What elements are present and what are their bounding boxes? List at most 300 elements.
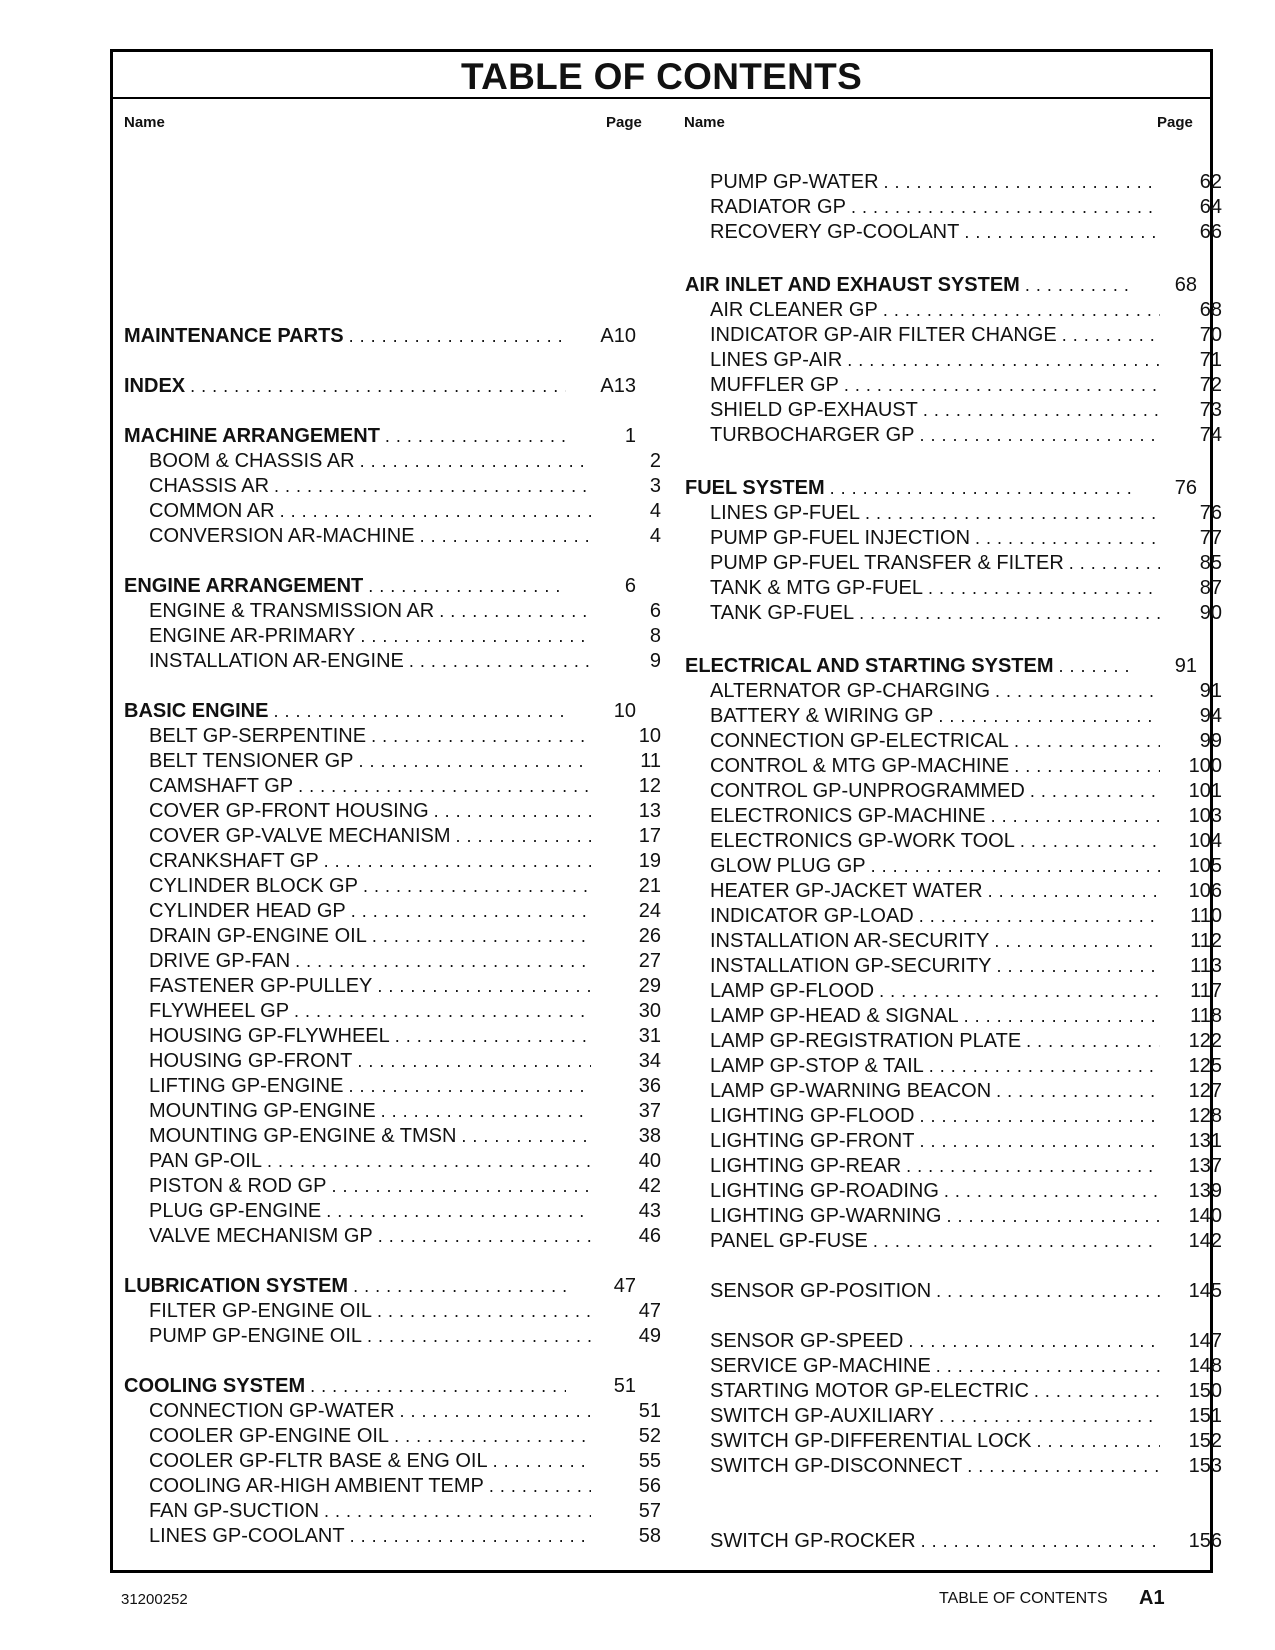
- toc-entry[interactable]: [124, 824, 661, 848]
- toc-entry-name: LIGHTING GP-FLOOD: [710, 1105, 915, 1127]
- toc-entry[interactable]: [124, 974, 661, 998]
- toc-entry-name: SERVICE GP-MACHINE: [710, 1355, 931, 1377]
- toc-entry[interactable]: [124, 1399, 661, 1423]
- toc-entry-name: ENGINE ARRANGEMENT: [124, 575, 364, 597]
- toc-entry-name: COOLING AR-HIGH AMBIENT TEMP: [149, 1475, 484, 1497]
- toc-entry[interactable]: [124, 874, 661, 898]
- toc-entry-page: 34: [638, 1050, 661, 1072]
- toc-entry-page: 74: [1199, 424, 1222, 446]
- toc-entry-page: 72: [1199, 374, 1222, 396]
- toc-entry-name: LIGHTING GP-ROADING: [710, 1180, 939, 1202]
- right-page-header: Page: [1157, 114, 1193, 131]
- dot-leader: [1059, 654, 1135, 678]
- dot-leader: [871, 854, 1160, 878]
- toc-entry-name: CHASSIS AR: [149, 475, 270, 497]
- toc-entry-name: SWITCH GP-DISCONNECT: [710, 1455, 963, 1477]
- toc-entry-page: 103: [1188, 805, 1222, 827]
- toc-entry-page: 58: [638, 1525, 661, 1547]
- toc-entry-page: 9: [649, 650, 661, 672]
- toc-entry-page: 47: [638, 1300, 661, 1322]
- toc-entry[interactable]: [124, 1149, 661, 1173]
- toc-entry-page: 55: [638, 1450, 661, 1472]
- toc-entry-page: 11: [640, 750, 661, 772]
- toc-entry[interactable]: [685, 601, 1222, 625]
- toc-entry-name: SHIELD GP-EXHAUST: [710, 399, 918, 421]
- toc-entry-page: 8: [649, 625, 661, 647]
- toc-entry-name: CONNECTION GP-WATER: [149, 1400, 395, 1422]
- toc-entry-page: 42: [638, 1175, 661, 1197]
- page-title: TABLE OF CONTENTS: [113, 52, 1210, 99]
- toc-entry[interactable]: [124, 499, 661, 523]
- toc-entry-name: BATTERY & WIRING GP: [710, 705, 934, 727]
- dot-leader: [350, 1524, 591, 1548]
- toc-entry[interactable]: [124, 724, 661, 748]
- toc-entry-name: DRIVE GP-FAN: [149, 950, 291, 972]
- toc-entry-name: MAINTENANCE PARTS: [124, 325, 344, 347]
- dot-leader: [991, 804, 1160, 828]
- dot-leader: [923, 398, 1160, 422]
- toc-entry-name: CONNECTION GP-ELECTRICAL: [710, 730, 1009, 752]
- toc-entry[interactable]: [124, 999, 661, 1023]
- toc-entry[interactable]: [124, 449, 661, 473]
- toc-entry-name: FASTENER GP-PULLEY: [149, 975, 373, 997]
- dot-leader: [938, 704, 1160, 728]
- dot-leader: [489, 1474, 591, 1498]
- toc-entry-name: LINES GP-FUEL: [710, 502, 861, 524]
- toc-section-entry[interactable]: [124, 574, 636, 598]
- toc-entry[interactable]: [124, 1299, 661, 1323]
- dot-leader: [353, 1274, 566, 1298]
- toc-entry[interactable]: [124, 924, 661, 948]
- toc-entry-page: 62: [1199, 171, 1222, 193]
- toc-entry[interactable]: [685, 501, 1222, 525]
- dot-leader: [921, 1529, 1160, 1553]
- toc-entry-page: 43: [638, 1200, 661, 1222]
- dot-leader: [378, 1224, 591, 1248]
- dot-leader: [936, 1354, 1160, 1378]
- toc-entry[interactable]: [685, 979, 1222, 1003]
- toc-entry[interactable]: [685, 1204, 1222, 1228]
- toc-entry[interactable]: [124, 1524, 661, 1548]
- toc-entry[interactable]: [685, 829, 1222, 853]
- toc-entry-page: 76: [1199, 502, 1222, 524]
- dot-leader: [883, 298, 1160, 322]
- toc-entry-name: LUBRICATION SYSTEM: [124, 1275, 349, 1297]
- toc-entry-name: COOLING SYSTEM: [124, 1375, 306, 1397]
- toc-entry-name: BOOM & CHASSIS AR: [149, 450, 355, 472]
- toc-entry-name: AIR INLET AND EXHAUST SYSTEM: [685, 274, 1020, 296]
- toc-entry-page: 73: [1199, 399, 1222, 421]
- toc-entry-page: 140: [1188, 1205, 1222, 1227]
- toc-entry-page: 21: [638, 875, 661, 897]
- toc-entry[interactable]: [685, 1079, 1222, 1103]
- toc-entry[interactable]: [685, 1279, 1222, 1303]
- toc-entry[interactable]: [685, 704, 1222, 728]
- toc-entry[interactable]: [685, 1029, 1222, 1053]
- toc-entry-page: 68: [1199, 299, 1222, 321]
- toc-entry-page: 12: [638, 775, 661, 797]
- toc-entry[interactable]: [685, 398, 1222, 422]
- toc-entry-name: FLYWHEEL GP: [149, 1000, 290, 1022]
- toc-entry-name: FAN GP-SUCTION: [149, 1500, 320, 1522]
- toc-entry[interactable]: [685, 879, 1222, 903]
- toc-entry-name: BELT TENSIONER GP: [149, 750, 354, 772]
- toc-entry[interactable]: [124, 1474, 661, 1498]
- toc-entry-page: 152: [1188, 1430, 1222, 1452]
- toc-entry-page: 148: [1188, 1355, 1222, 1377]
- toc-entry-page: A10: [600, 325, 636, 347]
- dot-leader: [844, 373, 1160, 397]
- toc-entry[interactable]: [124, 949, 661, 973]
- toc-entry-page: 147: [1188, 1330, 1222, 1352]
- toc-entry-page: 151: [1188, 1405, 1222, 1427]
- left-name-header: Name: [124, 114, 165, 131]
- toc-entry-page: 68: [1174, 274, 1197, 296]
- toc-entry-page: 64: [1199, 196, 1222, 218]
- toc-entry-page: 46: [638, 1225, 661, 1247]
- dot-leader: [456, 824, 591, 848]
- toc-entry-name: LAMP GP-HEAD & SIGNAL: [710, 1005, 959, 1027]
- toc-section-entry[interactable]: [124, 424, 636, 448]
- toc-entry[interactable]: [685, 1429, 1222, 1453]
- toc-section-entry[interactable]: [124, 1274, 636, 1298]
- toc-entry-page: 104: [1188, 830, 1222, 852]
- dot-leader: [349, 324, 566, 348]
- toc-entry-page: 66: [1199, 221, 1222, 243]
- toc-entry[interactable]: [685, 220, 1222, 244]
- toc-entry-page: 128: [1188, 1105, 1222, 1127]
- dot-leader: [1069, 551, 1160, 575]
- toc-entry-name: BASIC ENGINE: [124, 700, 269, 722]
- dot-leader: [967, 1454, 1160, 1478]
- toc-entry[interactable]: [685, 348, 1222, 372]
- toc-entry[interactable]: [685, 854, 1222, 878]
- toc-entry-name: SWITCH GP-ROCKER: [710, 1530, 916, 1552]
- toc-entry[interactable]: [685, 1404, 1222, 1428]
- toc-entry[interactable]: [124, 1449, 661, 1473]
- toc-entry-page: 87: [1199, 577, 1222, 599]
- toc-entry[interactable]: [124, 1499, 661, 1523]
- dot-leader: [1020, 829, 1160, 853]
- toc-entry[interactable]: [685, 954, 1222, 978]
- toc-entry-name: INSTALLATION GP-SECURITY: [710, 955, 992, 977]
- toc-entry-page: 142: [1188, 1230, 1222, 1252]
- toc-entry-name: TURBOCHARGER GP: [710, 424, 915, 446]
- toc-entry[interactable]: [124, 1174, 661, 1198]
- dot-leader: [351, 899, 591, 923]
- toc-entry-page: 4: [649, 525, 661, 547]
- toc-entry-name: ALTERNATOR GP-CHARGING: [710, 680, 991, 702]
- toc-entry-name: COVER GP-VALVE MECHANISM: [149, 825, 451, 847]
- toc-entry[interactable]: [124, 649, 661, 673]
- dot-leader: [865, 501, 1160, 525]
- toc-entry-name: VALVE MECHANISM GP: [149, 1225, 373, 1247]
- toc-entry[interactable]: [685, 1329, 1222, 1353]
- toc-entry[interactable]: [124, 1024, 661, 1048]
- toc-entry-page: 4: [649, 500, 661, 522]
- toc-section-entry[interactable]: [124, 374, 636, 398]
- dot-leader: [908, 1329, 1160, 1353]
- dot-leader: [326, 1199, 591, 1223]
- toc-entry-page: 110: [1190, 905, 1222, 927]
- toc-entry-page: 51: [638, 1400, 661, 1422]
- toc-entry-page: 26: [638, 925, 661, 947]
- toc-entry-page: 6: [624, 575, 636, 597]
- toc-entry-page: 6: [649, 600, 661, 622]
- toc-entry-name: MOUNTING GP-ENGINE & TMSN: [149, 1125, 457, 1147]
- toc-entry[interactable]: [685, 729, 1222, 753]
- right-name-header: Name: [684, 114, 725, 131]
- dot-leader: [919, 904, 1160, 928]
- toc-entry-name: MOUNTING GP-ENGINE: [149, 1100, 376, 1122]
- toc-entry-name: TANK & MTG GP-FUEL: [710, 577, 923, 599]
- toc-entry-name: TANK GP-FUEL: [710, 602, 855, 624]
- dot-leader: [400, 1399, 591, 1423]
- dot-leader: [919, 1129, 1160, 1153]
- toc-entry[interactable]: [685, 1154, 1222, 1178]
- dot-leader: [996, 1079, 1160, 1103]
- toc-entry-name: PLUG GP-ENGINE: [149, 1200, 322, 1222]
- toc-entry[interactable]: [685, 423, 1222, 447]
- toc-entry[interactable]: [685, 1104, 1222, 1128]
- toc-entry[interactable]: [685, 1129, 1222, 1153]
- toc-entry-page: 150: [1188, 1380, 1222, 1402]
- toc-entry-page: 52: [638, 1425, 661, 1447]
- toc-entry-name: PISTON & ROD GP: [149, 1175, 327, 1197]
- toc-entry-name: HEATER GP-JACKET WATER: [710, 880, 983, 902]
- toc-entry[interactable]: [124, 1124, 661, 1148]
- toc-entry-name: COVER GP-FRONT HOUSING: [149, 800, 429, 822]
- toc-entry-name: DRAIN GP-ENGINE OIL: [149, 925, 367, 947]
- toc-entry-page: 94: [1199, 705, 1222, 727]
- toc-entry-page: 31: [638, 1025, 661, 1047]
- dot-leader: [1030, 779, 1160, 803]
- dot-leader: [944, 1179, 1160, 1203]
- dot-leader: [377, 1299, 591, 1323]
- toc-entry-name: BELT GP-SERPENTINE: [149, 725, 367, 747]
- toc-section-entry[interactable]: [685, 476, 1197, 500]
- toc-entry-page: 85: [1199, 552, 1222, 574]
- toc-entry[interactable]: [685, 804, 1222, 828]
- toc-entry-name: COMMON AR: [149, 500, 275, 522]
- dot-leader: [368, 574, 566, 598]
- dot-leader: [324, 1499, 591, 1523]
- toc-entry-name: LAMP GP-STOP & TAIL: [710, 1055, 924, 1077]
- dot-leader: [939, 1404, 1160, 1428]
- toc-entry-page: 29: [638, 975, 661, 997]
- toc-entry[interactable]: [685, 1054, 1222, 1078]
- toc-entry-page: 13: [638, 800, 661, 822]
- toc-entry-name: SWITCH GP-AUXILIARY: [710, 1405, 935, 1427]
- dot-leader: [439, 599, 591, 623]
- toc-entry[interactable]: [124, 1424, 661, 1448]
- dot-leader: [1062, 323, 1160, 347]
- toc-entry-name: GLOW PLUG GP: [710, 855, 866, 877]
- toc-entry[interactable]: [685, 1529, 1222, 1553]
- toc-entry[interactable]: [124, 1224, 661, 1248]
- toc-entry[interactable]: [685, 904, 1222, 928]
- toc-entry[interactable]: [124, 624, 661, 648]
- toc-entry-name: CAMSHAFT GP: [149, 775, 294, 797]
- doc-number: 31200252: [121, 1591, 188, 1608]
- toc-entry-page: 17: [638, 825, 661, 847]
- dot-leader: [493, 1449, 591, 1473]
- toc-entry-name: INDICATOR GP-LOAD: [710, 905, 914, 927]
- toc-entry[interactable]: [685, 779, 1222, 803]
- dot-leader: [381, 1099, 591, 1123]
- toc-entry-name: CYLINDER HEAD GP: [149, 900, 346, 922]
- toc-entry-page: 118: [1190, 1005, 1222, 1027]
- dot-leader: [310, 1374, 566, 1398]
- toc-entry-page: 99: [1199, 730, 1222, 752]
- dot-leader: [1037, 1429, 1160, 1453]
- dot-leader: [294, 999, 591, 1023]
- toc-entry-name: CRANKSHAFT GP: [149, 850, 319, 872]
- toc-entry-name: LAMP GP-WARNING BEACON: [710, 1080, 992, 1102]
- dot-leader: [360, 449, 591, 473]
- dot-leader: [359, 749, 591, 773]
- toc-entry[interactable]: [685, 526, 1222, 550]
- dot-leader: [357, 1049, 591, 1073]
- toc-entry[interactable]: [685, 679, 1222, 703]
- toc-entry[interactable]: [685, 551, 1222, 575]
- dot-leader: [964, 1004, 1160, 1028]
- toc-entry-page: 139: [1188, 1180, 1222, 1202]
- toc-entry-page: 30: [638, 1000, 661, 1022]
- toc-entry[interactable]: [685, 754, 1222, 778]
- dot-leader: [995, 679, 1160, 703]
- toc-entry-page: 71: [1199, 349, 1222, 371]
- toc-entry-name: INDEX: [124, 375, 186, 397]
- toc-entry-name: SENSOR GP-POSITION: [710, 1280, 932, 1302]
- toc-entry-name: LAMP GP-REGISTRATION PLATE: [710, 1030, 1022, 1052]
- toc-entry[interactable]: [124, 1199, 661, 1223]
- toc-entry[interactable]: [685, 1229, 1222, 1253]
- toc-entry[interactable]: [124, 749, 661, 773]
- toc-entry[interactable]: [124, 599, 661, 623]
- toc-section-entry[interactable]: [685, 654, 1197, 678]
- toc-entry[interactable]: [124, 1324, 661, 1348]
- toc-entry[interactable]: [124, 774, 661, 798]
- toc-entry-page: 91: [1199, 680, 1222, 702]
- toc-entry-name: PANEL GP-FUSE: [710, 1230, 868, 1252]
- toc-entry-page: 51: [613, 1375, 636, 1397]
- dot-leader: [975, 526, 1160, 550]
- dot-leader: [348, 1074, 591, 1098]
- toc-entry-page: 76: [1174, 477, 1197, 499]
- toc-entry[interactable]: [685, 1004, 1222, 1028]
- toc-section-entry[interactable]: [124, 1374, 636, 1398]
- dot-leader: [274, 474, 591, 498]
- toc-entry[interactable]: [124, 899, 661, 923]
- toc-entry-page: 19: [638, 850, 661, 872]
- toc-entry-page: 47: [613, 1275, 636, 1297]
- toc-entry-name: RADIATOR GP: [710, 196, 846, 218]
- toc-entry-name: INSTALLATION AR-ENGINE: [149, 650, 404, 672]
- toc-entry-name: INDICATOR GP-AIR FILTER CHANGE: [710, 324, 1057, 346]
- toc-section-entry[interactable]: [685, 273, 1197, 297]
- toc-section-entry[interactable]: [124, 699, 636, 723]
- toc-entry-page: 38: [638, 1125, 661, 1147]
- dot-leader: [1025, 273, 1135, 297]
- dot-leader: [851, 195, 1160, 219]
- toc-entry-name: SWITCH GP-DIFFERENTIAL LOCK: [710, 1430, 1032, 1452]
- toc-entry[interactable]: [685, 298, 1222, 322]
- toc-entry-name: LAMP GP-FLOOD: [710, 980, 875, 1002]
- toc-entry[interactable]: [124, 1049, 661, 1073]
- toc-entry-page: 70: [1199, 324, 1222, 346]
- toc-entry-name: HOUSING GP-FLYWHEEL: [149, 1025, 390, 1047]
- toc-entry-page: 101: [1188, 780, 1222, 802]
- toc-entry-page: 10: [613, 700, 636, 722]
- toc-entry[interactable]: [685, 195, 1222, 219]
- toc-entry[interactable]: [685, 576, 1222, 600]
- toc-entry-page: 3: [649, 475, 661, 497]
- toc-entry-name: LIGHTING GP-FRONT: [710, 1130, 915, 1152]
- toc-entry[interactable]: [685, 1379, 1222, 1403]
- toc-entry[interactable]: [685, 373, 1222, 397]
- toc-entry-name: FILTER GP-ENGINE OIL: [149, 1300, 372, 1322]
- toc-entry[interactable]: [124, 799, 661, 823]
- toc-entry[interactable]: [685, 170, 1222, 194]
- toc-entry-page: 36: [638, 1075, 661, 1097]
- dot-leader: [363, 874, 591, 898]
- dot-leader: [385, 424, 566, 448]
- toc-entry-name: CYLINDER BLOCK GP: [149, 875, 358, 897]
- toc-entry[interactable]: [685, 1454, 1222, 1478]
- dot-leader: [367, 1324, 591, 1348]
- dot-leader: [190, 374, 566, 398]
- toc-entry-name: PUMP GP-ENGINE OIL: [149, 1325, 363, 1347]
- dot-leader: [847, 348, 1160, 372]
- toc-entry[interactable]: [124, 474, 661, 498]
- dot-leader: [280, 499, 591, 523]
- dot-leader: [906, 1154, 1160, 1178]
- dot-leader: [1014, 729, 1160, 753]
- toc-entry[interactable]: [124, 1099, 661, 1123]
- toc-entry-name: ENGINE AR-PRIMARY: [149, 625, 356, 647]
- dot-leader: [372, 924, 591, 948]
- dot-leader: [873, 1229, 1160, 1253]
- toc-entry[interactable]: [685, 929, 1222, 953]
- toc-entry-name: ELECTRICAL AND STARTING SYSTEM: [685, 655, 1054, 677]
- toc-entry-name: CONTROL GP-UNPROGRAMMED: [710, 780, 1025, 802]
- toc-entry[interactable]: [685, 323, 1222, 347]
- toc-entry[interactable]: [124, 524, 661, 548]
- toc-entry-page: 145: [1188, 1280, 1222, 1302]
- toc-entry-name: PUMP GP-FUEL INJECTION: [710, 527, 971, 549]
- dot-leader: [1014, 754, 1160, 778]
- toc-entry-page: 90: [1199, 602, 1222, 624]
- toc-entry-page: 127: [1188, 1080, 1222, 1102]
- toc-entry[interactable]: [124, 849, 661, 873]
- toc-entry-name: SENSOR GP-SPEED: [710, 1330, 904, 1352]
- toc-entry-name: RECOVERY GP-COOLANT: [710, 221, 960, 243]
- toc-entry-page: 112: [1190, 930, 1222, 952]
- dot-leader: [360, 624, 591, 648]
- toc-section-entry[interactable]: [124, 324, 636, 348]
- toc-entry[interactable]: [685, 1354, 1222, 1378]
- toc-entry[interactable]: [685, 1179, 1222, 1203]
- toc-entry-page: 77: [1199, 527, 1222, 549]
- dot-leader: [298, 774, 591, 798]
- dot-leader: [936, 1279, 1160, 1303]
- dot-leader: [997, 954, 1160, 978]
- dot-leader: [830, 476, 1135, 500]
- toc-entry-page: 56: [638, 1475, 661, 1497]
- dot-leader: [964, 220, 1160, 244]
- toc-entry[interactable]: [124, 1074, 661, 1098]
